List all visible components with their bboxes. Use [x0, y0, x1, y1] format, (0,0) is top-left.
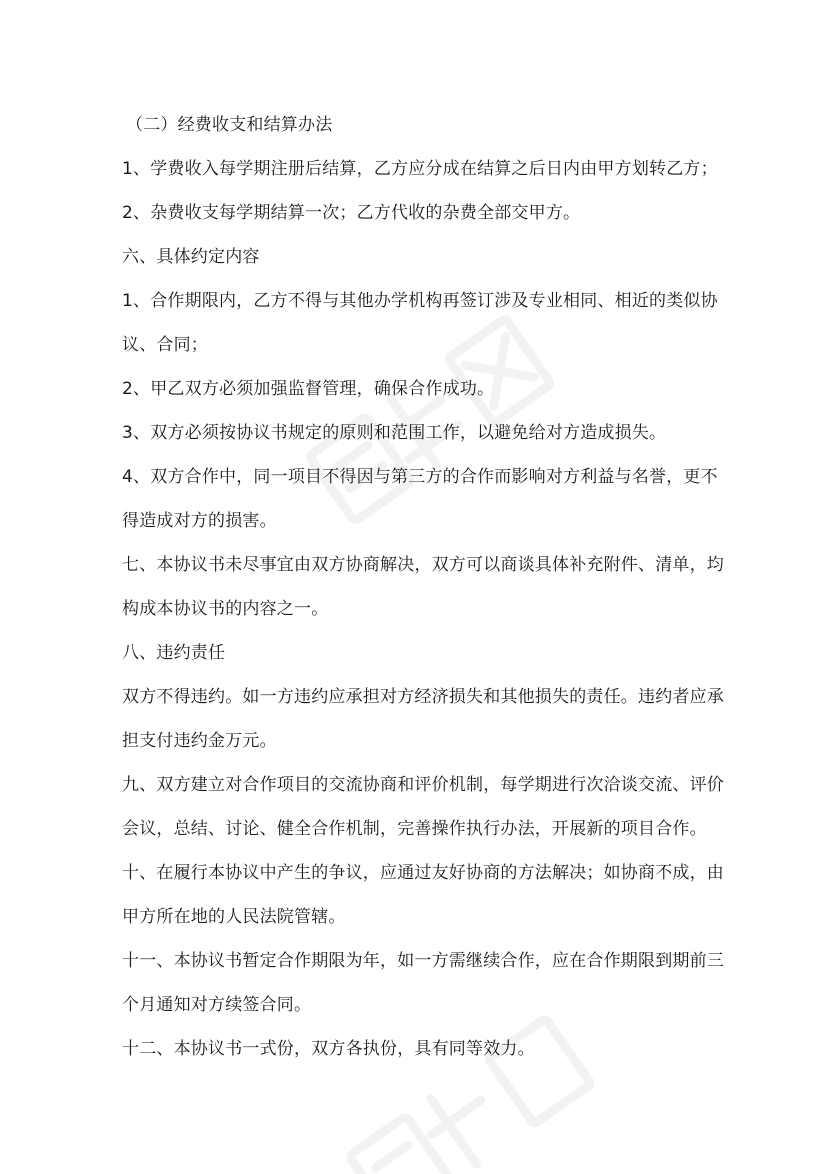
paragraph-line: 构成本协议书的内容之一。 — [122, 599, 329, 619]
paragraph-line: 会议，总结、讨论、健全合作机制，完善操作执行办法，开展新的项目合作。 — [122, 819, 707, 839]
paragraph-line: 甲方所在地的人民法院管辖。 — [122, 907, 346, 927]
paragraph-line: 九、双方建立对合作项目的交流协商和评价机制，每学期进行次洽谈交流、评价 — [122, 775, 724, 795]
paragraph-line: 议、合同； — [122, 335, 208, 355]
document-body — [122, 108, 722, 1076]
paragraph-line: 4、双方合作中，同一项目不得因与第三方的合作而影响对方利益与名誉，更不 — [122, 467, 718, 487]
paragraph-line: 3、双方必须按协议书规定的原则和范围工作，以避免给对方造成损失。 — [122, 423, 667, 443]
paragraph-line: 2、甲乙双方必须加强监督管理，确保合作成功。 — [122, 379, 495, 399]
paragraph-line: 1、合作期限内，乙方不得与其他办学机构再签订涉及专业相同、相近的类似协 — [122, 291, 718, 311]
paragraph-line: 1、学费收入每学期注册后结算，乙方应分成在结算之后日内由甲方划转乙方； — [122, 159, 718, 179]
paragraph-line: 双方不得违约。如一方违约应承担对方经济损失和其他损失的责任。违约者应承 — [122, 687, 724, 707]
paragraph-line: 个月通知对方续签合同。 — [122, 995, 312, 1015]
paragraph-line: 十二、本协议书一式份，双方各执份，具有同等效力。 — [122, 1039, 535, 1059]
paragraph-line: 十一、本协议书暂定合作期限为年，如一方需继续合作，应在合作期限到期前三 — [122, 951, 724, 971]
paragraph-line: 担支付违约金万元。 — [122, 731, 277, 751]
paragraph-line: 十、在履行本协议中产生的争议，应通过友好协商的方法解决；如协商不成，由 — [122, 863, 724, 883]
paragraph-line: 得造成对方的损害。 — [122, 511, 277, 531]
section-heading-eight: 八、违约责任 — [122, 643, 226, 663]
section-heading-six: 六、具体约定内容 — [122, 247, 260, 267]
paragraph-line: 2、杂费收支每学期结算一次；乙方代收的杂费全部交甲方。 — [122, 203, 581, 223]
paragraph-line: 七、本协议书未尽事宜由双方协商解决，双方可以商谈具体补充附件、清单，均 — [122, 555, 724, 575]
section-heading-funds: （二）经费收支和结算办法 — [126, 115, 333, 135]
